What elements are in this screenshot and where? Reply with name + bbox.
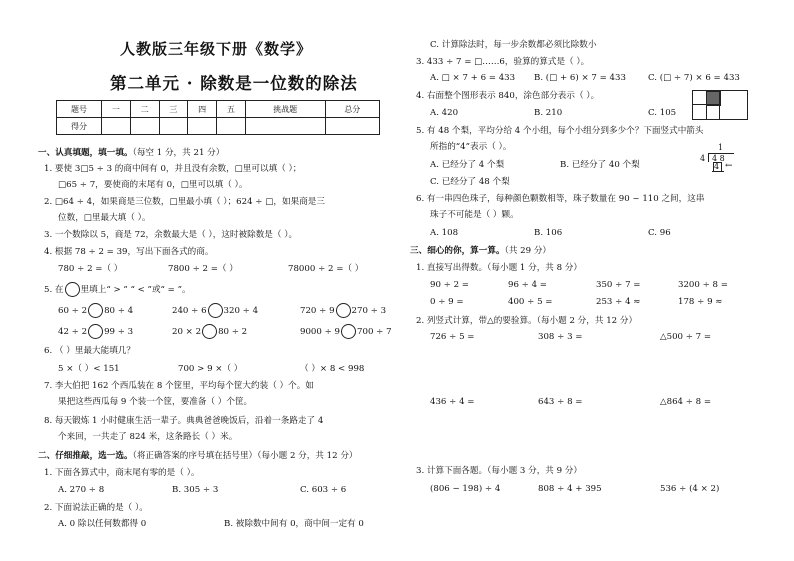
compare-circle-icon [65,282,80,297]
choice-option[interactable]: B. 106 [534,228,563,238]
section-3-heading [410,246,551,257]
compare-left: 60 ÷ 2 [58,306,88,316]
choice-option[interactable]: A. □ × 7 + 6 = 433 [430,73,516,83]
score-cell: 三 [159,101,188,118]
mixed-calc-item[interactable]: (806 − 198) ÷ 4 [430,484,501,494]
fill-q8-line2: 个来回，一共走了 824 米，这条路长（ ）米。 [58,432,238,442]
score-cell: 题号 [57,101,102,118]
compare-right: 700 ÷ 7 [357,327,392,337]
section-1-heading [38,148,224,159]
choice-q6-line2: 珠子不可能是（ ）颗。 [430,210,519,220]
compare-left: 720 ÷ 9 [300,306,335,316]
arrow-icon: ← [725,161,733,171]
score-table-score-row [57,118,380,135]
dividend: 4 8 [712,154,725,163]
choice-option[interactable]: A. 420 [430,108,459,118]
choice-q4: 4. 右面整个图形表示 840，涂色部分表示（ ）。 [416,91,600,101]
compare-item [300,303,386,318]
page-subtitle: 第二单元 · 除数是一位数的除法 [110,74,358,93]
calc-q2-note: （每小题 2 分，共 12 分） [536,316,638,326]
compare-left: 42 ÷ 2 [58,327,88,337]
score-entry[interactable] [325,118,379,135]
score-table [56,100,380,135]
section-2-note: （将正确答案的序号填在括号里）（每小题 2 分，共 12 分） [132,451,358,461]
fill-q6-item: （ ）× 8 < 998 [300,364,365,374]
vertical-calc-item[interactable]: △864 ÷ 8 = [660,397,712,407]
choice-option[interactable]: B. 被除数中间有 0，商中间一定有 0 [224,519,364,529]
choice-option[interactable]: B. (□ + 6) × 7 = 433 [534,73,626,83]
fill-q4-item: 78000 ÷ 2 =（ ） [288,264,364,274]
score-table-header-row [57,101,380,118]
oral-calc-item[interactable]: 96 ÷ 4 = [508,280,547,290]
section-1-note: （每空 1 分，共 21 分） [132,148,225,158]
calc-q3 [416,466,582,477]
fill-q8-line1: 8. 每天锻炼 1 小时健康生活一辈子。典典爸爸晚饭后，沿着一条路走了 4 [44,416,324,426]
figure-divider [693,104,719,105]
vertical-calc-item[interactable]: 726 ÷ 5 = [430,332,475,342]
mixed-calc-item[interactable]: 536 ÷ (4 × 2) [660,484,720,494]
fill-q7-line1: 7. 李大伯把 162 个西瓜装在 8 个筐里，平均每个筐大约装（ ）个。如 [44,381,314,391]
fill-q5-post: 里填上“ > ” “ < ”或“ = ”。 [80,285,191,295]
fill-q6: 6. （ ）里最大能填几？ [44,346,136,356]
fill-q1-line2: □65 ÷ 7，要使商的末尾有 0，□里可以填（ ）。 [58,180,248,190]
subtraction-line [712,171,724,172]
choice-option[interactable]: C. 已经分了 48 个梨 [430,177,510,187]
fill-q2-line2: 位数，□里最大填（ ）。 [58,213,151,223]
score-cell: 一 [102,101,131,118]
choice-option[interactable]: C. 603 ÷ 6 [300,485,347,495]
fill-q6-item: 700 > 9 ×（ ） [178,364,243,374]
vertical-calc-item[interactable]: 643 ÷ 8 = [538,397,583,407]
vertical-calc-item[interactable]: △500 ÷ 7 = [660,332,712,342]
score-cell: 得分 [57,118,102,135]
fill-q7-line2: 果把这些西瓜每 9 个装一个筐，要准备（ ）个筐。 [58,397,253,407]
vertical-calc-item[interactable]: 308 ÷ 3 = [538,332,583,342]
quotient-digit: 1 [718,143,724,152]
compare-item [172,303,258,318]
fill-q4: 4. 根据 78 ÷ 2 = 39，写出下面各式的商。 [44,247,214,257]
choice-q2: 2. 下面说法正确的是（ ）。 [44,503,148,513]
compare-left: 9000 ÷ 9 [300,327,341,337]
choice-q6-line1: 6. 有一串四色珠子，每种颜色颗数相等，珠子数量在 90 ~ 110 之间，这串 [416,194,705,204]
oral-calc-item[interactable]: 178 ÷ 9 ≈ [678,297,723,307]
oral-calc-item[interactable]: 3200 ÷ 8 = [678,280,728,290]
choice-option[interactable]: B. 305 ÷ 3 [172,485,219,495]
score-cell: 四 [188,101,217,118]
compare-item [300,324,392,339]
choice-option[interactable]: A. 108 [430,228,459,238]
fill-q3: 3. 一个数除以 5，商是 72，余数最大是（ ），这时被除数是（ ）。 [44,230,298,240]
compare-item [58,324,133,339]
compare-item [58,303,133,318]
choice-option[interactable]: B. 210 [534,108,563,118]
compare-left: 20 × 2 [172,327,202,337]
calc-q3-note: （每小题 3 分，共 9 分） [487,466,582,476]
compare-item [172,324,247,339]
figure-divider [706,91,707,119]
calc-q3-title: 3. 计算下面各题。 [416,466,488,476]
compare-circle-icon[interactable] [88,324,103,339]
compare-left: 240 ÷ 6 [172,306,207,316]
score-entry[interactable] [159,118,188,135]
section-2-title: 二、仔细推敲，选一选。 [38,451,133,461]
choice-q1: 1. 下面各算式中，商末尾有零的是（ ）。 [44,468,200,478]
section-2-heading [38,451,358,462]
oral-calc-item[interactable]: 253 ÷ 4 ≈ [596,297,641,307]
compare-right: 99 ÷ 3 [104,327,134,337]
compare-right: 80 ÷ 2 [218,327,248,337]
score-entry[interactable] [188,118,217,135]
boxed-digit: 4 [714,162,720,171]
choice-option[interactable]: C. 105 [648,108,677,118]
fill-q2-line1: 2. □64 ÷ 4，如果商是三位数，□里最小填（ ）；624 ÷ □，如果商是三 [44,197,325,207]
compare-circle-icon[interactable] [208,303,223,318]
figure-divider [719,91,720,119]
calc-q2 [416,316,637,327]
oral-calc-item[interactable]: 90 ÷ 2 = [430,280,469,290]
compare-right: 80 ÷ 4 [104,306,134,316]
compare-right: 270 ÷ 3 [351,306,387,316]
choice-option[interactable]: C. 计算除法时，每一步余数都必须比除数小 [430,40,597,50]
choice-option[interactable]: C. 96 [648,228,671,238]
choice-q5-line2: 所指的“4”表示（ ）。 [430,142,512,152]
choice-option[interactable]: A. 已经分了 4 个梨 [430,160,505,170]
section-3-note: （共 29 分） [504,246,552,256]
score-entry[interactable] [102,118,131,135]
compare-circle-icon[interactable] [341,324,356,339]
score-entry[interactable] [130,118,159,135]
compare-circle-icon[interactable] [336,303,351,318]
section-3-title: 三、细心的你，算一算。 [410,246,505,256]
oral-calc-item[interactable]: 0 ÷ 9 = [430,297,464,307]
choice-q5-line1: 5. 有 48 个梨，平均分给 4 个小组，每个小组分到多少个？下面竖式中箭头 [416,126,704,136]
score-cell: 挑战题 [245,101,325,118]
choice-option[interactable]: A. 0 除以任何数都得 0 [58,519,147,529]
fill-q4-item: 7800 ÷ 2 =（ ） [168,264,238,274]
shaded-square-figure [692,90,748,120]
divisor: 4 [700,154,706,163]
vertical-calc-item[interactable]: 436 ÷ 4 = [430,397,475,407]
calc-q1-note: （每小题 1 分，共 8 分） [487,263,582,273]
score-cell: 总分 [325,101,379,118]
choice-option[interactable]: A. 270 ÷ 8 [58,485,105,495]
fill-q5-pre: 5. 在 [44,285,64,295]
calc-q2-title: 2. 列竖式计算，带△的要验算。 [416,316,537,326]
fill-q6-item: 5 ×（ ）< 151 [58,364,120,374]
score-cell: 五 [217,101,246,118]
section-1-title: 一、认真填题，填一填。 [38,148,133,158]
choice-option[interactable]: C. (□ ÷ 7) × 6 = 433 [648,73,740,83]
choice-q3: 3. 433 ÷ 7 = □……6，验算的算式是（ ）。 [416,57,590,67]
compare-circle-icon[interactable] [88,303,103,318]
fill-q1-line1: 1. 要使 3□5 ÷ 3 的商中间有 0，并且没有余数，□里可以填（ ）； [44,164,302,174]
long-division-figure [700,143,736,179]
division-bracket [708,153,709,162]
choice-option[interactable]: B. 已经分了 40 个梨 [560,160,640,170]
calc-q1 [416,263,582,274]
compare-circle-icon[interactable] [202,324,217,339]
fill-q4-item: 780 ÷ 2 =（ ） [58,264,123,274]
page-title: 人教版三年级下册《数学》 [120,40,313,58]
score-entry[interactable] [217,118,246,135]
compare-right: 320 ÷ 4 [223,306,259,316]
fill-q5 [44,282,191,297]
score-cell: 二 [130,101,159,118]
calc-q1-title: 1. 直接写出得数。 [416,263,488,273]
score-entry[interactable] [245,118,325,135]
oral-calc-item[interactable]: 350 ÷ 7 = [596,280,641,290]
mixed-calc-item[interactable]: 808 ÷ 4 + 395 [538,484,602,494]
oral-calc-item[interactable]: 400 ÷ 5 = [508,297,553,307]
